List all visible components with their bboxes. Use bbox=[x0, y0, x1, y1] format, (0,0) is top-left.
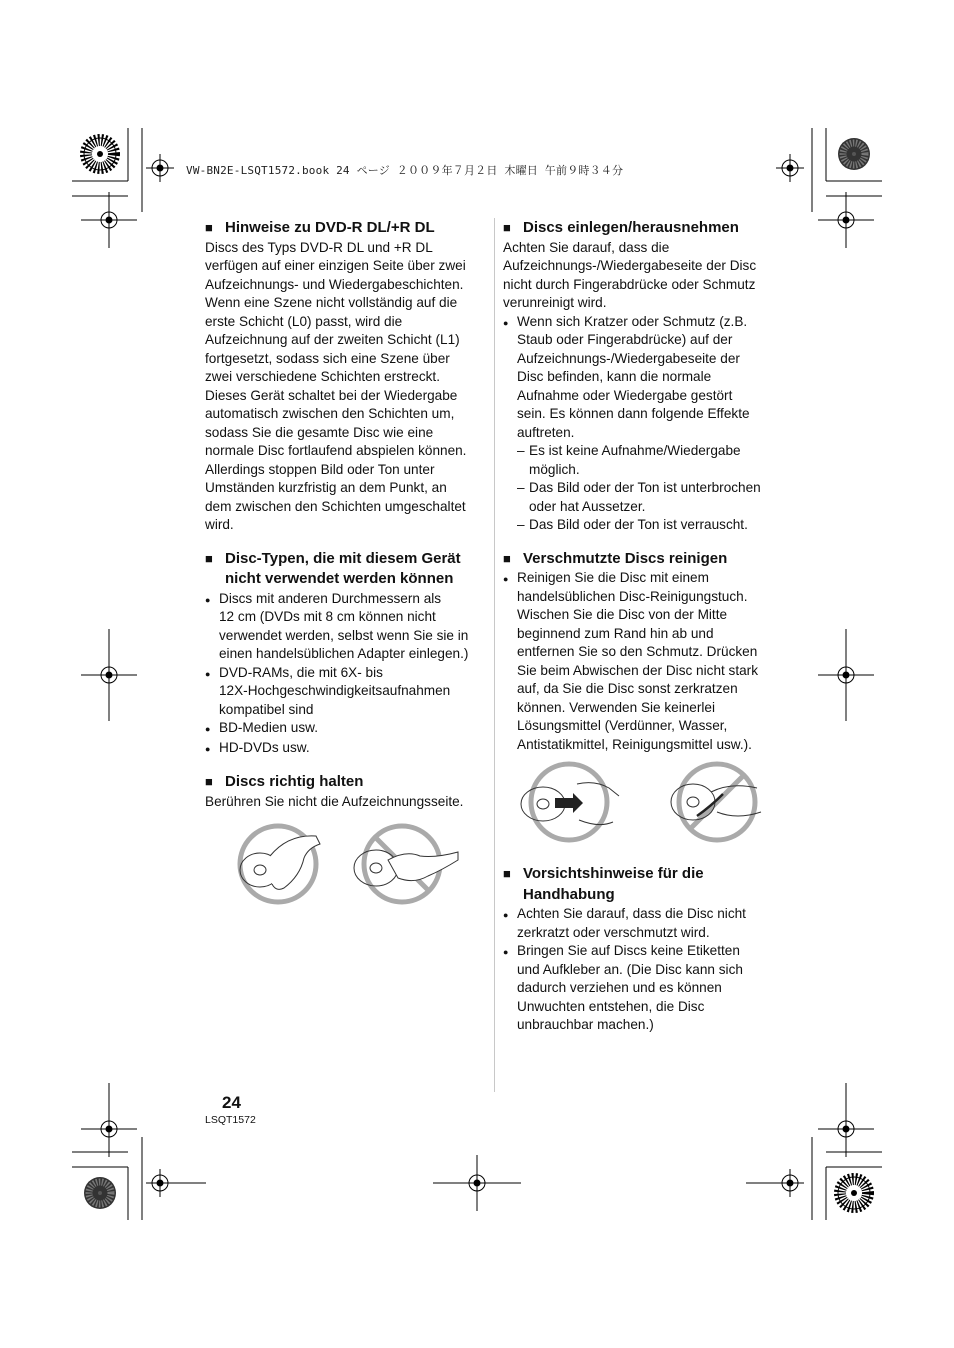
handling-note: Berühren Sie nicht die Aufzeichnungsseite. bbox=[205, 793, 464, 809]
section-heading: ■ Hinweise zu DVD-R DL/+R DL bbox=[205, 219, 435, 236]
list-item: ● DVD-RAMs, die mit 6X- bis 12X-Hochgeschwindigkeitsaufnahmen kompatibel sind bbox=[205, 664, 451, 717]
list-item: ● Discs mit anderen Durchmessern als 12 cm (DVDs mit 8 cm können nicht verwendet werden, selbst wenn Sie sie in einen handelsüblichen Adapter einlegen.) bbox=[205, 590, 469, 661]
dvd-r-dl-paragraph: Discs des Typs DVD-R DL und +R DL verfügen auf einer einzigen Seite über zwei Aufzeichnungs- und Wiedergabeschichten. Wenn eine Szene nicht vollständig auf die erste Schicht (L0) passt, wird die Aufzeichnung auf der zweiten Schicht (L1) fortgesetzt, sodass sich eine Szene über zwei verschiedene Schichten erstreckt. Dieses Gerät schaltet bei der Wiedergabe automatisch zwischen den Schichten um, sodass Sie die gesamte Disc wie eine normale Disc fortlaufend abspielen können. Allerdings stoppen Bild oder Ton unter Umständen kurzfristig an dem Punkt, an dem zwischen den Schichten umgeschaltet wird. bbox=[205, 239, 467, 532]
effects-list bbox=[503, 442, 793, 535]
list-item: ● BD-Medien usw. bbox=[205, 720, 318, 735]
section-heading: ■ Disc-Typen, die mit diesem Gerät nicht verwendet werden können bbox=[205, 549, 461, 587]
list-item: – Das Bild oder der Ton ist unterbrochen oder hat Aussetzer. bbox=[517, 480, 761, 514]
model-code: LSQT1572 bbox=[205, 1114, 256, 1126]
print-header-line: VW-BN2E-LSQT1572.book 24 ページ ２００９年７月２日 木曜日 午前９時３４分 bbox=[186, 164, 624, 177]
disc-cleaning-illustration bbox=[503, 760, 793, 850]
incompatible-disc-list bbox=[205, 590, 489, 759]
scratch-warning-list bbox=[503, 313, 793, 443]
list-item: ● Reinigen Sie die Disc mit einem handelsüblichen Disc-Reinigungstuch. Wischen Sie die Disc von der Mitte beginnend zum Rand hin ab und entfernen Sie so den Schmutz. Drücken Sie beim Abwischen der Disc nicht stark auf, da Sie die Disc sonst zerkratzen können. Verwenden Sie keinerlei Lösungsmittel (Verdünner, Wasser, Antistatikmittel, Reinigungsmittel usw.). bbox=[503, 570, 759, 752]
list-item: ● Bringen Sie auf Discs keine Etiketten und Aufkleber an. (Die Disc kann sich dadurch verziehen und es können Unwuchten entstehen, die Disc unbrauchbar machen.) bbox=[503, 943, 743, 1032]
right-column bbox=[503, 218, 793, 1035]
section-heading: ■ Vorsichtshinweise für die Handhabung bbox=[503, 865, 704, 903]
list-item: ● Wenn sich Kratzer oder Schmutz (z.B. Staub oder Fingerabdrücke) auf der Aufzeichnungs-/Wiedergabeseite der Disc befinden, kann die normale Aufnahme oder Wiedergabe gestört sein. Es können dann folgende Effekte auftreten. bbox=[503, 313, 750, 440]
left-column bbox=[205, 218, 489, 911]
page-number: 24 bbox=[222, 1093, 241, 1112]
handling-precautions-list bbox=[503, 905, 793, 1035]
section-heading: ■ Discs richtig halten bbox=[205, 773, 364, 790]
disc-holding-illustration bbox=[205, 811, 489, 911]
list-item: ● HD-DVDs usw. bbox=[205, 739, 310, 755]
section-heading: ■ Discs einlegen/herausnehmen bbox=[503, 219, 739, 236]
section-heading: ■ Verschmutzte Discs reinigen bbox=[503, 549, 728, 567]
list-item: – Es ist keine Aufnahme/Wiedergabe möglich. bbox=[517, 443, 741, 477]
cleaning-list bbox=[503, 569, 793, 754]
insert-remove-paragraph: Achten Sie darauf, dass die Aufzeichnungs-/Wiedergabeseite der Disc nicht durch Fingerabdrücke oder Schmutz verunreinigt wird. bbox=[503, 239, 757, 310]
list-item: – Das Bild oder der Ton ist verrauscht. bbox=[517, 517, 748, 532]
list-item: ● Achten Sie darauf, dass die Disc nicht zerkratzt oder verschmutzt wird. bbox=[503, 906, 746, 940]
column-divider bbox=[494, 218, 495, 1092]
